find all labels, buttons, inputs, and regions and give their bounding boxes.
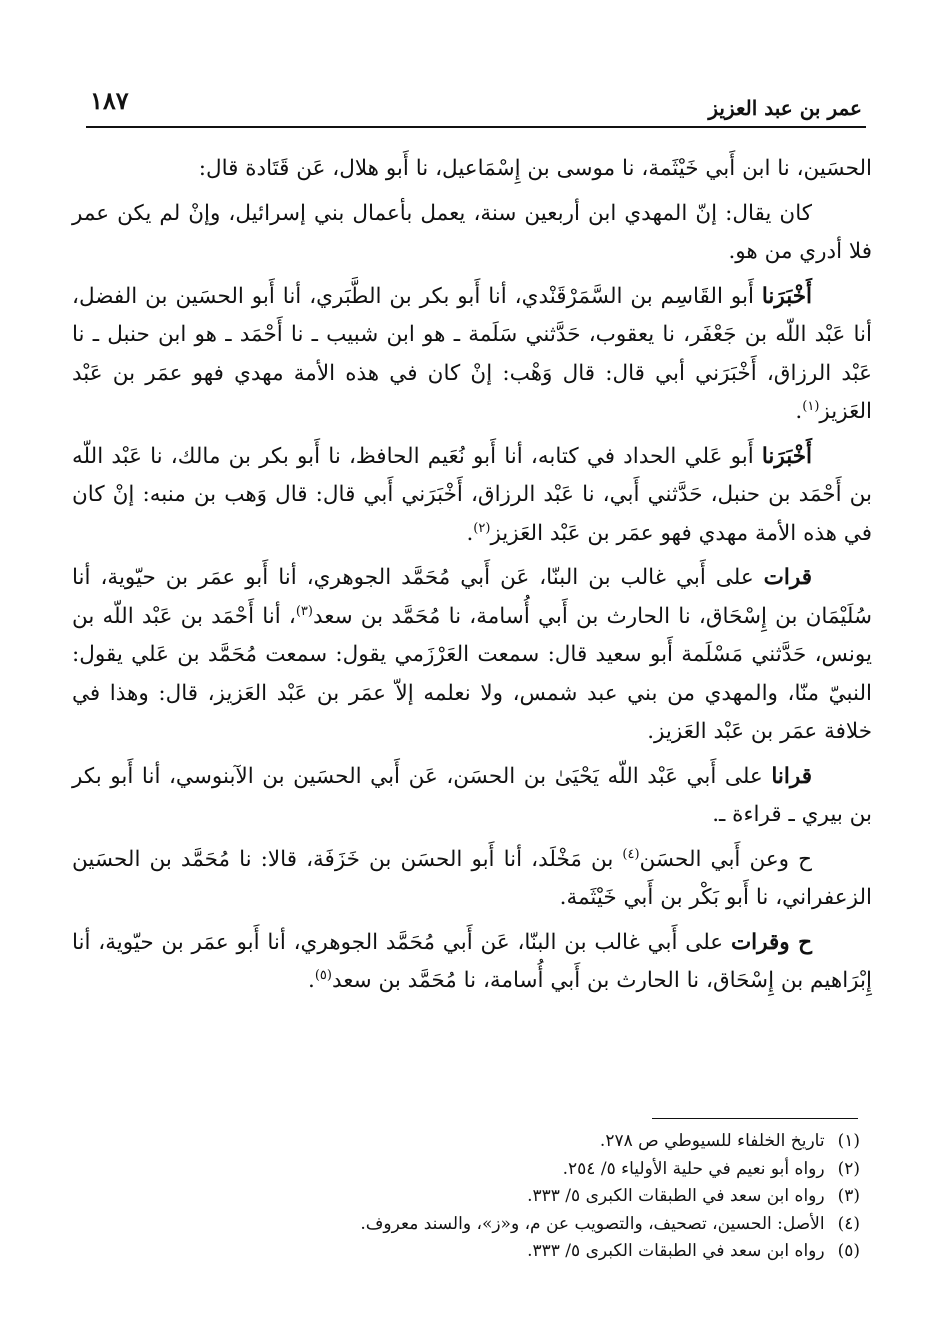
footnotes <box>300 1128 860 1266</box>
paragraph-6 <box>72 758 872 835</box>
paragraph-lead-word: قرات <box>763 565 812 590</box>
paragraph-text: على أَبي غالب بن البنّا، عَن أَبي مُحَمَّد الجوهري، أنا أَبو عمَر بن حيّوية، أنا إِبْرَاهيم بن إِسْحَاق، نا الحارث بن أَبي أُسامة، نا مُحَمَّد بن سعد <box>72 929 872 993</box>
footnote-2 <box>300 1156 860 1184</box>
paragraph-text: الحسَين، نا ابن أَبي خَيْثَمة، نا موسى بن إِسْمَاعيل، نا أَبو هلال، عَن قَتَادة قال: <box>198 156 872 181</box>
footnote-text: رواه أبو نعيم في حلية الأولياء ٥/ ٢٥٤. <box>562 1158 825 1179</box>
paragraph-text: أَبو عَلي الحداد في كتابه، أنا أَبو نُعَيم الحافظ، نا أَبو بكر بن مالك، نا عَبْد اللّه بن أَحْمَد بن حنبل، حَدَّثني أَبي، نا عَبْد الرزاق، أَخْبَرَني أَبي قال: قال وَهب بن منبه: إنْ كان في هذه الأمة مهدي فهو عمَر بن عَبْد العَزيز <box>72 443 872 546</box>
paragraph-text: ح وعن أَبي الحسَن <box>639 846 812 872</box>
paragraph-3 <box>72 278 872 432</box>
paragraph-tail: . <box>307 968 315 993</box>
main-text <box>72 150 872 1007</box>
paragraph-tail: . <box>795 399 803 424</box>
paragraph-7 <box>72 841 872 918</box>
footnote-text: رواه ابن سعد في الطبقات الكبرى ٥/ ٣٣٣. <box>527 1241 825 1262</box>
paragraph-tail: بن مَخْلَد، أنا أَبو الحسَن بن خَزَفَة، قالا: نا مُحَمَّد بن الحسَين الزعفراني، نا أَبو بَكْر بن أَبي خَيْثَمة. <box>72 846 872 910</box>
footnote-number: (٣) <box>837 1186 860 1207</box>
paragraph-text: كان يقال: إنّ المهدي ابن أربعين سنة، يعمل بأعمال بني إسرائيل، وإنْ لم يكن عمر فلا أدري من هو. <box>72 200 872 264</box>
footnote-number: (٥) <box>837 1241 860 1262</box>
page-number: ١٨٧ <box>90 86 129 115</box>
footnote-4 <box>300 1211 860 1239</box>
footnote-number: (٢) <box>837 1158 860 1179</box>
paragraph-text: على أَبي غالب بن البنّا، عَن أَبي مُحَمَّد الجوهري، أنا أَبو عمَر بن حيّوية، أنا سُلَيْمَان بن إِسْحَاق، نا الحارث بن أَبي أُسامة، نا مُحَمَّد بن سعد <box>72 565 873 629</box>
footnote-separator <box>652 1118 858 1119</box>
paragraph-2 <box>72 195 872 272</box>
footnote-text: الأصل: الحسين، تصحيف، والتصويب عن م، و«ز»، والسند معروف. <box>360 1213 825 1234</box>
footnote-text: رواه ابن سعد في الطبقات الكبرى ٥/ ٣٣٣. <box>527 1186 825 1207</box>
paragraph-tail: . <box>466 520 474 546</box>
footnote-ref: (٣) <box>295 603 313 619</box>
footnote-3 <box>300 1183 860 1211</box>
footnote-ref: (٥) <box>314 967 332 983</box>
footnote-number: (٤) <box>837 1213 860 1234</box>
paragraph-1 <box>72 150 872 189</box>
paragraph-text: على أَبي عَبْد اللّه يَحْيَىٰ بن الحسَن، عَن أَبي الحسَين بن الآبنوسي، أنا أَبو بكر بن بيري ـ قراءة ـ. <box>72 763 872 827</box>
running-title: عمر بن عبد العزيز <box>708 96 862 120</box>
footnote-5 <box>300 1238 860 1266</box>
page-header <box>86 86 866 128</box>
paragraph-lead-word: أَخْبَرَنا <box>761 443 812 469</box>
paragraph-lead-word: قرانا <box>771 763 812 789</box>
footnote-number: (١) <box>837 1131 860 1151</box>
footnote-text: تاريخ الخلفاء للسيوطي ص ٢٧٨. <box>599 1131 825 1151</box>
footnote-ref: (٤) <box>622 846 640 862</box>
paragraph-4 <box>72 438 872 554</box>
paragraph-5 <box>72 559 872 752</box>
paragraph-lead-word: ح وقرات <box>730 929 812 955</box>
paragraph-lead-word: أَخْبَرَنا <box>761 283 812 309</box>
footnote-ref: (٢) <box>473 520 491 536</box>
paragraph-text: أَبو القَاسِم بن السَّمَرْقَنْدي، أنا أَبو بكر بن الطَّبَري، أنا أَبو الحسَين بن الفضل، أنا عَبْد اللّه بن جَعْفَر، نا يعقوب، حَدَّثني سَلَمة ـ هو ابن شبيب ـ نا أَحْمَد ـ هو ابن حنبل ـ نا عَبْد الرزاق، أَخْبَرَني أبي قال: قال وَهْب: إنْ كان في هذه الأمة مهدي فهو عمَر بن عَبْد العَزيز <box>72 283 872 424</box>
paragraph-tail: ، أنا أَحْمَد بن عَبْد اللّه بن يونس، حَدَّثني مَسْلَمة أَبو سعيد قال: سمعت العَرْزَمي يقول: سمعت مُحَمَّد بن عَلي يقول: النبيّ منّا، والمهدي من بني عبد شمس، ولا نعلمه إلاّ عمَر بن عَبْد العَزيز، قال: وهذا في خلافة عمَر بن عَبْد العَزيز. <box>72 603 872 744</box>
paragraph-8 <box>72 924 872 1001</box>
footnote-ref: (١) <box>802 398 820 414</box>
footnote-1 <box>300 1128 860 1156</box>
